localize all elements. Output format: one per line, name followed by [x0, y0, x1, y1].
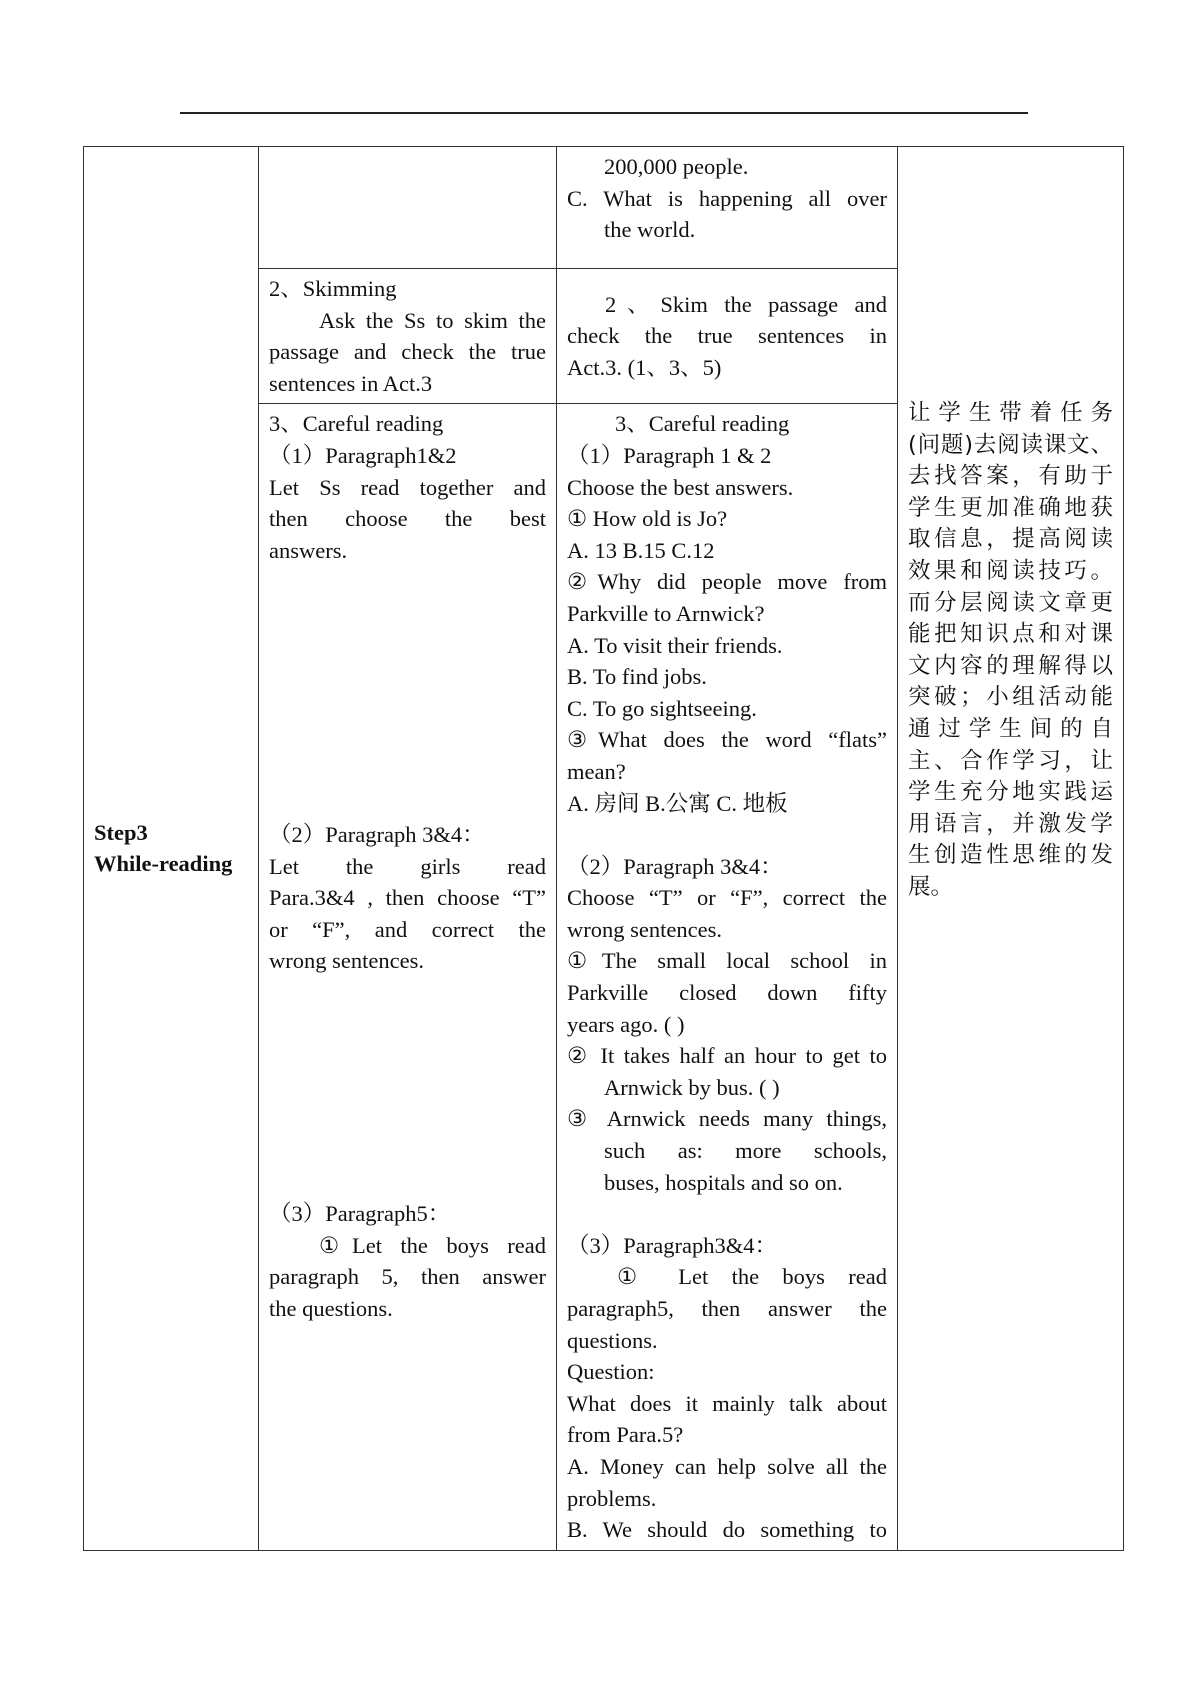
line-spacer [269, 1009, 546, 1041]
text-line: buses, hospitals and so on. [604, 1169, 843, 1195]
text-line: years ago. ( ) [567, 1011, 685, 1037]
text-line: 主、合作学习，让 [908, 747, 1113, 774]
purpose-cell [898, 147, 1124, 1551]
teacher-activity-cell [259, 404, 557, 1550]
student-activity-cell [557, 404, 898, 1550]
teacher-activity-cell [259, 269, 557, 404]
line-spacer [269, 788, 546, 820]
text-line: 3、Careful reading [269, 411, 444, 437]
text-line: （1）Paragraph1&2 [269, 442, 457, 468]
text-line: 200,000 people. [604, 154, 749, 179]
text-line: Act.3. (1、3、5) [567, 354, 722, 380]
text-line: 而分层阅读文章更 [908, 589, 1113, 616]
step-cell [84, 147, 259, 1551]
text-line: ② It takes half an hour to get to [567, 1043, 887, 1069]
text-line: 2、Skim the passage and [605, 291, 887, 317]
text-line: C. What is happening all over [567, 185, 887, 211]
text-line: (问题)去阅读课文、 [908, 431, 1113, 458]
text-line: 学生充分地实践运 [908, 779, 1113, 806]
text-line: ① Let the boys read [617, 1264, 887, 1290]
text-line: （3）Paragraph3&4： [567, 1232, 777, 1258]
text-line: 能把知识点和对课 [908, 621, 1113, 648]
text-line: check the true sentences in [567, 323, 887, 349]
text-line: A. 房间 B.公寓 C. 地板 [567, 790, 788, 816]
text-line: 让学生带着任务 [908, 400, 1113, 426]
text-line: passage and check the true [269, 339, 546, 365]
text-line: A. To visit their friends. [567, 632, 783, 658]
text-line: problems. [567, 1485, 657, 1511]
line-spacer [269, 977, 546, 1009]
text-line: 效果和阅读技巧。 [908, 557, 1113, 584]
text-line: the world. [604, 217, 696, 243]
line-spacer [269, 598, 546, 630]
header-rule [180, 112, 1028, 114]
text-line: paragraph 5, then answer [269, 1264, 546, 1290]
text-line: 学生更加准确地获 [908, 494, 1113, 521]
text-line: ②Why did people move from [567, 569, 887, 595]
step-title: Step3 [94, 819, 148, 845]
text-line: or “F”, and correct the [269, 916, 546, 942]
text-line: Parkville closed down fifty [567, 980, 887, 1006]
text-line: Arnwick by bus. ( ) [604, 1074, 780, 1100]
text-line: 去找答案，有助于 [908, 463, 1113, 490]
line-spacer [269, 1103, 546, 1135]
table-row-continued [84, 147, 1124, 269]
line-spacer [269, 661, 546, 693]
text-line: ①The small local school in [567, 948, 887, 974]
text-line: then choose the best [269, 506, 546, 532]
line-spacer [269, 1072, 546, 1104]
text-line: Choose “T” or “F”, correct the [567, 885, 887, 911]
text-line: such as: more schools, [604, 1138, 887, 1164]
text-line: ③ Arnwick needs many things, [567, 1106, 887, 1132]
student-activity-cell [557, 269, 898, 404]
text-line: （2）Paragraph 3&4： [269, 822, 485, 848]
student-activity-cell [557, 147, 898, 269]
text-line: （1）Paragraph 1 & 2 [567, 442, 772, 468]
text-line: A. Money can help solve all the [567, 1453, 887, 1479]
line-spacer [269, 630, 546, 662]
line-spacer [567, 819, 887, 851]
line-spacer [269, 756, 546, 788]
text-line: 3、Careful reading [615, 411, 790, 437]
text-line: Choose the best answers. [567, 474, 794, 500]
lesson-plan-table [83, 146, 1124, 1551]
text-line: 生创造性思维的发 [908, 842, 1113, 869]
text-line: sentences in Act.3 [269, 370, 433, 396]
line-spacer [269, 1135, 546, 1167]
text-line: ①Let the boys read [319, 1232, 546, 1258]
line-spacer [269, 724, 546, 756]
text-line: B. To find jobs. [567, 664, 707, 690]
text-line: B. We should do something to [567, 1517, 887, 1543]
text-line: ① How old is Jo? [567, 506, 728, 532]
text-line: Question: [567, 1359, 655, 1385]
text-line: 用语言，并激发学 [908, 810, 1113, 837]
text-line: Parkville to Arnwick? [567, 600, 765, 626]
text-line: Para.3&4 , then choose “T” [269, 885, 546, 911]
line-spacer [567, 1198, 887, 1230]
text-line: Ask the Ss to skim the [319, 307, 546, 333]
text-line: 文内容的理解得以 [908, 652, 1113, 679]
text-line: from Para.5? [567, 1422, 684, 1448]
text-line: questions. [567, 1327, 658, 1353]
text-line: A. 13 B.15 C.12 [567, 537, 715, 563]
text-line: ③What does the word “flats” [567, 727, 887, 753]
text-line: wrong sentences. [269, 948, 424, 974]
text-line: mean? [567, 758, 626, 784]
text-line: 2、Skimming [269, 276, 397, 301]
text-line: answers. [269, 537, 348, 563]
text-line: 展。 [908, 873, 954, 900]
text-line: the questions. [269, 1296, 393, 1321]
step-subtitle: While-reading [94, 851, 233, 877]
text-line: （2）Paragraph 3&4： [567, 853, 783, 879]
text-line: （3）Paragraph5： [269, 1201, 451, 1227]
text-line: 取信息，提高阅读 [908, 526, 1113, 553]
line-spacer [269, 566, 546, 598]
line-spacer [269, 693, 546, 725]
line-spacer [269, 1167, 546, 1199]
text-line: wrong sentences. [567, 916, 722, 942]
text-line: paragraph5, then answer the [567, 1296, 887, 1321]
text-line: What does it mainly talk about [567, 1390, 887, 1416]
text-line: Let the girls read [269, 853, 546, 879]
text-line: Let Ss read together and [269, 474, 546, 500]
text-line: 通过学生间的自 [908, 715, 1113, 742]
line-spacer [269, 1040, 546, 1072]
text-line: C. To go sightseeing. [567, 695, 757, 721]
teacher-activity-cell [259, 147, 557, 269]
text-line: 突破；小组活动能 [908, 684, 1113, 711]
